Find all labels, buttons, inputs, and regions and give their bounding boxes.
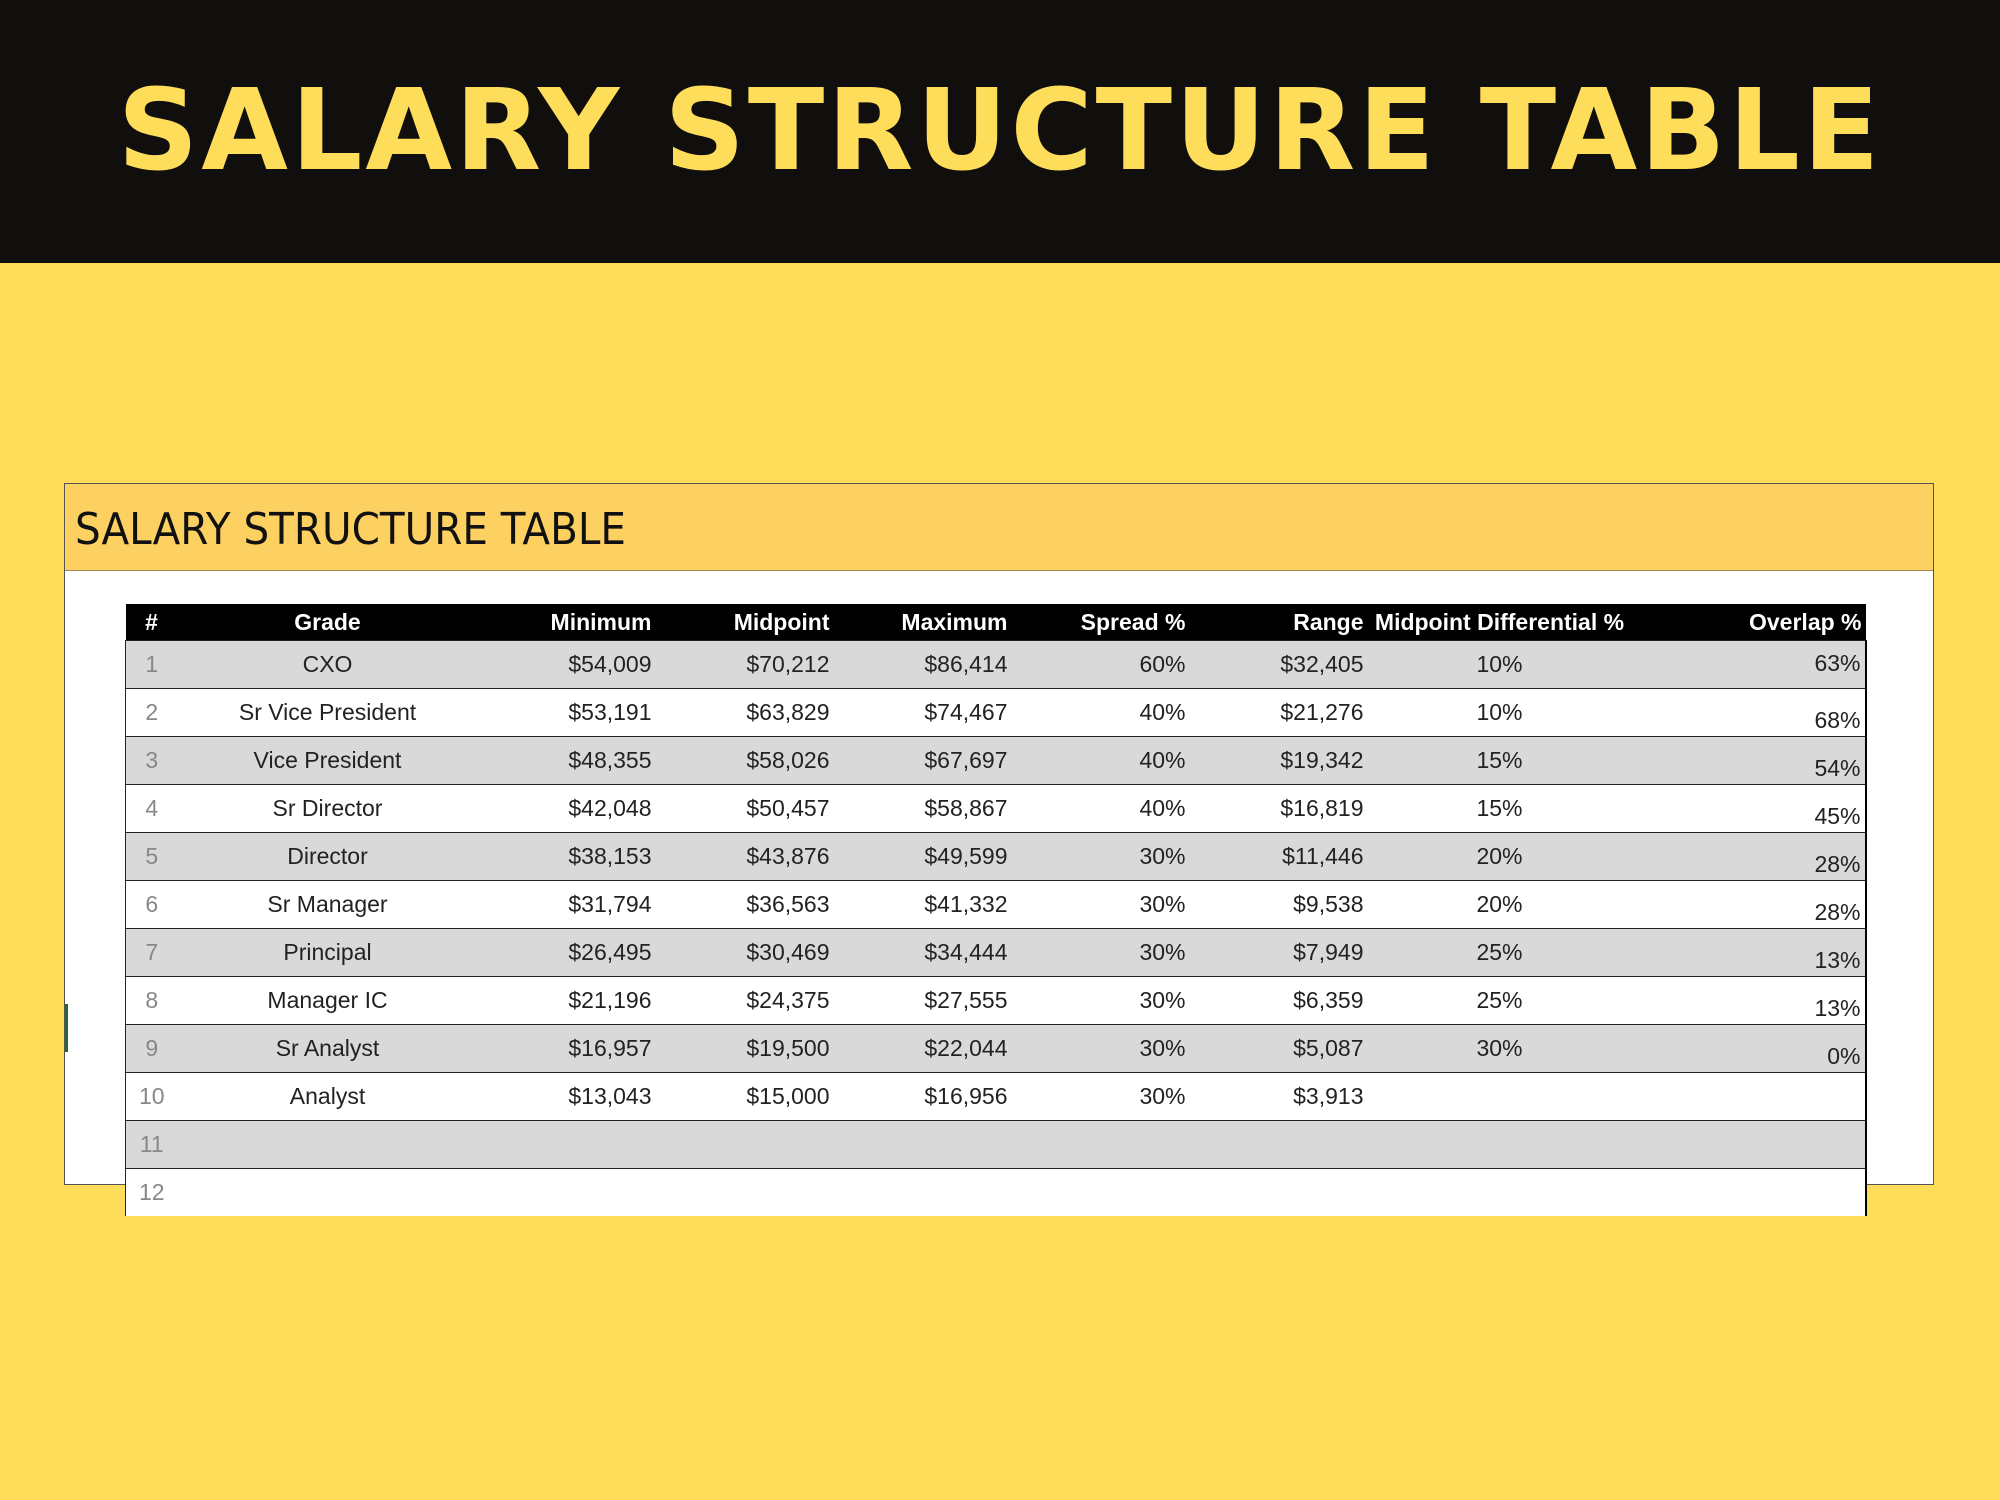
- column-header-minimum: Minimum: [478, 604, 656, 641]
- table-row: [126, 833, 1866, 881]
- column-header-grade: Grade: [178, 604, 478, 641]
- cell-grade[interactable]: Sr Analyst: [178, 1025, 478, 1073]
- table-body: [126, 641, 1866, 1217]
- cell-overlap[interactable]: 28%: [1632, 881, 1866, 929]
- column-header-midpoint-differential: Midpoint Differential %: [1368, 604, 1632, 641]
- table-row: [126, 1169, 1866, 1217]
- cell-midpoint[interactable]: $15,000: [656, 1073, 834, 1121]
- cell-overlap[interactable]: 0%: [1632, 1025, 1866, 1073]
- cell-number[interactable]: 12: [126, 1169, 178, 1217]
- cell-midpoint-differential[interactable]: 25%: [1368, 977, 1632, 1025]
- cell-spread[interactable]: 30%: [1012, 929, 1190, 977]
- cell-midpoint-differential[interactable]: 25%: [1368, 929, 1632, 977]
- cell-midpoint[interactable]: $24,375: [656, 977, 834, 1025]
- sheet-header: [65, 484, 1933, 571]
- cell-minimum[interactable]: $31,794: [478, 881, 656, 929]
- cell-grade[interactable]: Analyst: [178, 1073, 478, 1121]
- cell-number[interactable]: 9: [126, 1025, 178, 1073]
- cell-minimum[interactable]: $26,495: [478, 929, 656, 977]
- cell-grade[interactable]: Sr Director: [178, 785, 478, 833]
- cell-midpoint[interactable]: $70,212: [656, 641, 834, 689]
- cell-spread[interactable]: 30%: [1012, 977, 1190, 1025]
- cell-range[interactable]: $16,819: [1190, 785, 1368, 833]
- cell-grade[interactable]: Manager IC: [178, 977, 478, 1025]
- cell-overlap[interactable]: 54%: [1632, 737, 1866, 785]
- table-row: [126, 689, 1866, 737]
- cell-range[interactable]: $9,538: [1190, 881, 1368, 929]
- cell-overlap[interactable]: 68%: [1632, 689, 1866, 737]
- table-row: [126, 1121, 1866, 1169]
- cell-midpoint[interactable]: $19,500: [656, 1025, 834, 1073]
- table-row: [126, 641, 1866, 689]
- cell-range[interactable]: [1190, 1121, 1368, 1169]
- cell-spread[interactable]: 30%: [1012, 1073, 1190, 1121]
- cell-spread[interactable]: 60%: [1012, 641, 1190, 689]
- cell-midpoint[interactable]: $58,026: [656, 737, 834, 785]
- cell-midpoint-differential[interactable]: 10%: [1368, 689, 1632, 737]
- cell-minimum[interactable]: $13,043: [478, 1073, 656, 1121]
- cell-maximum[interactable]: $86,414: [834, 641, 1012, 689]
- column-header-number: #: [126, 604, 178, 641]
- table-row: [126, 881, 1866, 929]
- cell-overlap[interactable]: 45%: [1632, 785, 1866, 833]
- cell-midpoint-differential[interactable]: 20%: [1368, 881, 1632, 929]
- cell-minimum[interactable]: [478, 1121, 656, 1169]
- cell-overlap[interactable]: [1632, 1073, 1866, 1121]
- table-row: [126, 737, 1866, 785]
- column-header-midpoint: Midpoint: [656, 604, 834, 641]
- cell-maximum[interactable]: $22,044: [834, 1025, 1012, 1073]
- table-row: [126, 785, 1866, 833]
- cell-overlap[interactable]: 63%: [1632, 641, 1866, 689]
- cell-grade[interactable]: Sr Manager: [178, 881, 478, 929]
- cell-minimum[interactable]: $54,009: [478, 641, 656, 689]
- column-header-overlap: Overlap %: [1632, 604, 1866, 641]
- column-header-spread: Spread %: [1012, 604, 1190, 641]
- row-selection-marker: [65, 1004, 68, 1052]
- cell-midpoint-differential[interactable]: 10%: [1368, 641, 1632, 689]
- cell-spread[interactable]: [1012, 1121, 1190, 1169]
- cell-grade[interactable]: [178, 1169, 478, 1217]
- table-row: [126, 977, 1866, 1025]
- cell-range[interactable]: $6,359: [1190, 977, 1368, 1025]
- cell-maximum[interactable]: $49,599: [834, 833, 1012, 881]
- cell-number[interactable]: 10: [126, 1073, 178, 1121]
- cell-grade[interactable]: [178, 1121, 478, 1169]
- cell-maximum[interactable]: [834, 1121, 1012, 1169]
- cell-range[interactable]: $5,087: [1190, 1025, 1368, 1073]
- cell-number[interactable]: 7: [126, 929, 178, 977]
- cell-number[interactable]: 1: [126, 641, 178, 689]
- cell-midpoint-differential[interactable]: 15%: [1368, 737, 1632, 785]
- cell-minimum[interactable]: $53,191: [478, 689, 656, 737]
- cell-number[interactable]: 2: [126, 689, 178, 737]
- cell-grade[interactable]: Principal: [178, 929, 478, 977]
- cell-maximum[interactable]: $67,697: [834, 737, 1012, 785]
- cell-midpoint[interactable]: $30,469: [656, 929, 834, 977]
- cell-midpoint[interactable]: [656, 1169, 834, 1217]
- cell-number[interactable]: 11: [126, 1121, 178, 1169]
- cell-midpoint-differential[interactable]: 15%: [1368, 785, 1632, 833]
- cell-range[interactable]: $3,913: [1190, 1073, 1368, 1121]
- cell-midpoint-differential[interactable]: 20%: [1368, 833, 1632, 881]
- cell-minimum[interactable]: $16,957: [478, 1025, 656, 1073]
- top-banner: [0, 0, 2000, 263]
- cell-midpoint-differential[interactable]: [1368, 1073, 1632, 1121]
- cell-range[interactable]: $11,446: [1190, 833, 1368, 881]
- cell-range[interactable]: [1190, 1169, 1368, 1217]
- cell-range[interactable]: $7,949: [1190, 929, 1368, 977]
- cell-midpoint[interactable]: $63,829: [656, 689, 834, 737]
- table-row: [126, 1025, 1866, 1073]
- banner-title: SALARY STRUCTURE TABLE: [117, 66, 1883, 196]
- cell-grade[interactable]: Vice President: [178, 737, 478, 785]
- cell-midpoint[interactable]: $50,457: [656, 785, 834, 833]
- cell-maximum[interactable]: $41,332: [834, 881, 1012, 929]
- cell-grade[interactable]: Sr Vice President: [178, 689, 478, 737]
- cell-spread[interactable]: 40%: [1012, 737, 1190, 785]
- cell-maximum[interactable]: [834, 1169, 1012, 1217]
- cell-overlap[interactable]: 13%: [1632, 929, 1866, 977]
- cell-midpoint-differential[interactable]: [1368, 1169, 1632, 1217]
- cell-minimum[interactable]: $38,153: [478, 833, 656, 881]
- cell-overlap[interactable]: [1632, 1169, 1866, 1217]
- cell-spread[interactable]: [1012, 1169, 1190, 1217]
- cell-midpoint[interactable]: [656, 1121, 834, 1169]
- cell-midpoint-differential[interactable]: 30%: [1368, 1025, 1632, 1073]
- cell-minimum[interactable]: $42,048: [478, 785, 656, 833]
- cell-number[interactable]: 5: [126, 833, 178, 881]
- table-row: [126, 929, 1866, 977]
- cell-maximum[interactable]: $27,555: [834, 977, 1012, 1025]
- sheet-title: SALARY STRUCTURE TABLE: [75, 504, 626, 555]
- cell-maximum[interactable]: $58,867: [834, 785, 1012, 833]
- cell-midpoint-differential[interactable]: [1368, 1121, 1632, 1169]
- cell-maximum[interactable]: $74,467: [834, 689, 1012, 737]
- cell-range[interactable]: $32,405: [1190, 641, 1368, 689]
- cell-midpoint[interactable]: $43,876: [656, 833, 834, 881]
- cell-grade[interactable]: CXO: [178, 641, 478, 689]
- spreadsheet-panel: [64, 483, 1934, 1205]
- cell-spread[interactable]: 40%: [1012, 689, 1190, 737]
- column-header-maximum: Maximum: [834, 604, 1012, 641]
- cell-overlap[interactable]: 13%: [1632, 977, 1866, 1025]
- cell-spread[interactable]: 30%: [1012, 881, 1190, 929]
- cell-maximum[interactable]: $16,956: [834, 1073, 1012, 1121]
- table-row: [126, 1073, 1866, 1121]
- cell-spread[interactable]: 30%: [1012, 1025, 1190, 1073]
- cell-overlap[interactable]: [1632, 1121, 1866, 1169]
- cell-spread[interactable]: 30%: [1012, 833, 1190, 881]
- cell-minimum[interactable]: $21,196: [478, 977, 656, 1025]
- cell-midpoint[interactable]: $36,563: [656, 881, 834, 929]
- column-header-range: Range: [1190, 604, 1368, 641]
- cell-overlap[interactable]: 28%: [1632, 833, 1866, 881]
- cell-range[interactable]: $19,342: [1190, 737, 1368, 785]
- cell-spread[interactable]: 40%: [1012, 785, 1190, 833]
- table-header-row: [126, 604, 1866, 641]
- cell-number[interactable]: 8: [126, 977, 178, 1025]
- cell-range[interactable]: $21,276: [1190, 689, 1368, 737]
- cell-number[interactable]: 6: [126, 881, 178, 929]
- cell-minimum[interactable]: [478, 1169, 656, 1217]
- cell-maximum[interactable]: $34,444: [834, 929, 1012, 977]
- salary-table: [125, 604, 1867, 1216]
- cell-grade[interactable]: Director: [178, 833, 478, 881]
- cell-number[interactable]: 3: [126, 737, 178, 785]
- cell-number[interactable]: 4: [126, 785, 178, 833]
- cell-minimum[interactable]: $48,355: [478, 737, 656, 785]
